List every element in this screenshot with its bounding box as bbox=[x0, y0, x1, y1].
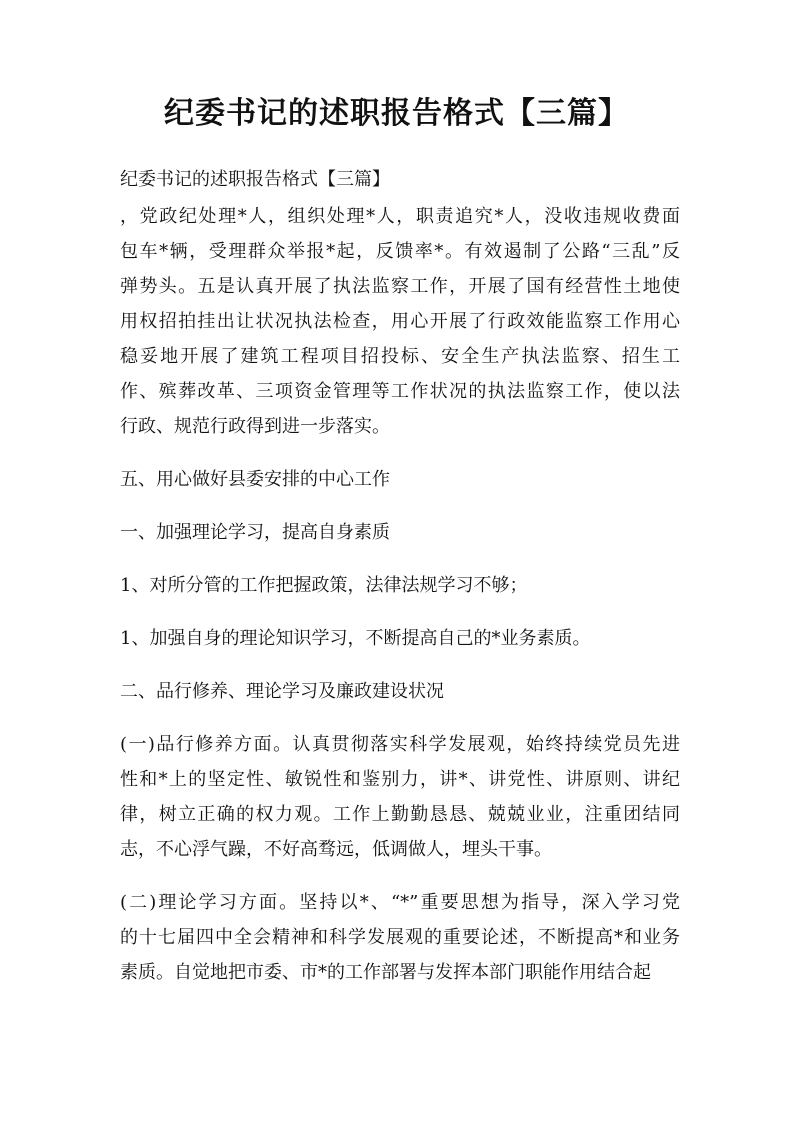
body-paragraph bbox=[120, 462, 680, 497]
paragraph-list bbox=[120, 199, 680, 990]
paragraph-line: (一)品行修养方面。认真贯彻落实科学发展观，始终持续党员先进 bbox=[120, 734, 680, 755]
paragraph-line: 作、殡葬改革、三项资金管理等工作状况的执法监察工作，使以法 bbox=[120, 381, 680, 402]
body-paragraph bbox=[120, 727, 680, 867]
body-paragraph bbox=[120, 885, 680, 990]
paragraph-line: 1、对所分管的工作把握政策，法律法规学习不够； bbox=[120, 575, 528, 596]
paragraph-line: 行政、规范行政得到进一步落实。 bbox=[120, 416, 390, 437]
body-paragraph bbox=[120, 568, 680, 603]
paragraph-line: 律，树立正确的权力观。工作上勤勤恳恳、兢兢业业，注重团结同 bbox=[120, 804, 680, 825]
body-paragraph bbox=[120, 199, 680, 444]
paragraph-line: 的十七届四中全会精神和科学发展观的重要论述，不断提高*和业务 bbox=[120, 927, 680, 948]
paragraph-line: (二)理论学习方面。坚持以*、“*”重要思想为指导，深入学习党 bbox=[120, 892, 680, 913]
paragraph-line: 一、加强理论学习，提高自身素质 bbox=[120, 522, 390, 543]
paragraph-line: 性和*上的坚定性、敏锐性和鉴别力，讲*、讲党性、讲原则、讲纪 bbox=[120, 769, 680, 790]
body-paragraph bbox=[120, 515, 680, 550]
paragraph-line: ，党政纪处理*人，组织处理*人，职责追究*人，没收违规收费面 bbox=[120, 206, 680, 227]
paragraph-line: 志，不心浮气躁，不好高骛远，低调做人，埋头干事。 bbox=[120, 839, 552, 860]
paragraph-line: 弹势头。五是认真开展了执法监察工作，开展了国有经营性土地使 bbox=[120, 276, 680, 297]
document-title: 纪委书记的述职报告格式【三篇】 bbox=[164, 96, 629, 131]
subtitle-line: 纪委书记的述职报告格式【三篇】 bbox=[120, 169, 390, 190]
paragraph-line: 五、用心做好县委安排的中心工作 bbox=[120, 469, 390, 490]
document-body bbox=[120, 162, 680, 1008]
body-paragraph bbox=[120, 674, 680, 709]
paragraph-line: 素质。自觉地把市委、市*的工作部署与发挥本部门职能作用结合起 bbox=[120, 962, 651, 983]
paragraph-line: 二、品行修养、理论学习及廉政建设状况 bbox=[120, 681, 444, 702]
paragraph-line: 用权招拍挂出让状况执法检查，用心开展了行政效能监察工作用心 bbox=[120, 311, 680, 332]
paragraph-line: 稳妥地开展了建筑工程项目招投标、安全生产执法监察、招生工 bbox=[120, 346, 680, 367]
body-paragraph bbox=[120, 621, 680, 656]
paragraph-line: 1、加强自身的理论知识学习，不断提高自己的*业务素质。 bbox=[120, 628, 591, 649]
document-subtitle bbox=[120, 162, 680, 197]
paragraph-line: 包车*辆，受理群众举报*起，反馈率*。有效遏制了公路“三乱”反 bbox=[120, 241, 680, 262]
